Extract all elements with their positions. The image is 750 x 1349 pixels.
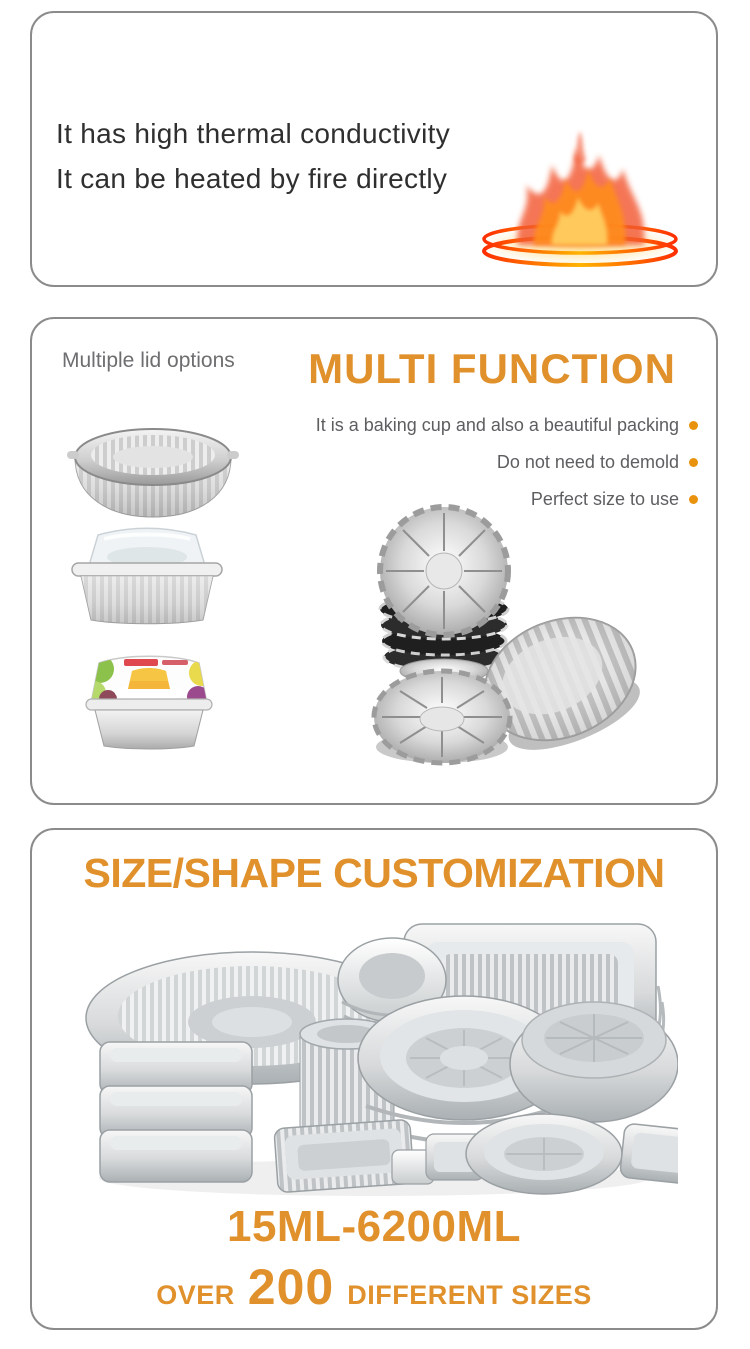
flame-icon <box>466 125 694 273</box>
fluted-baking-cups-image <box>340 501 656 789</box>
multi-function-title: MULTI FUNCTION <box>308 345 676 392</box>
rect-foil-container-image <box>56 517 238 629</box>
size-shape-customization-panel <box>30 828 718 1330</box>
multi-function-panel <box>30 317 718 805</box>
sizes-count: 200 <box>247 1259 335 1315</box>
sizes-suffix: DIFFERENT SIZES <box>347 1280 592 1310</box>
bullet-text: Perfect size to use <box>530 488 679 509</box>
capacity-range-text: 15ML-6200ML <box>226 1202 522 1251</box>
bullet-dot-icon <box>689 458 698 467</box>
sizes-count-line <box>32 1258 716 1316</box>
bullet-item <box>316 450 698 474</box>
assorted-foil-containers-image <box>74 906 678 1204</box>
bullet-item <box>316 413 698 437</box>
thermal-conductivity-panel <box>30 11 718 287</box>
round-foil-pan-image <box>67 405 239 523</box>
sizes-prefix: OVER <box>156 1280 235 1310</box>
thermal-line-1: It has high thermal conductivity <box>56 118 451 149</box>
bullet-text: Do not need to demold <box>496 451 679 472</box>
printed-lid-container-image <box>78 641 220 755</box>
bullet-dot-icon <box>689 421 698 430</box>
bullet-dot-icon <box>689 495 698 504</box>
multiple-lid-options-label: Multiple lid options <box>62 349 235 372</box>
bullet-text: It is a baking cup and also a beautiful packing <box>315 414 679 435</box>
customization-title: SIZE/SHAPE CUSTOMIZATION <box>83 850 665 896</box>
thermal-line-2: It can be heated by fire directly <box>56 163 448 194</box>
thermal-text <box>56 111 450 201</box>
